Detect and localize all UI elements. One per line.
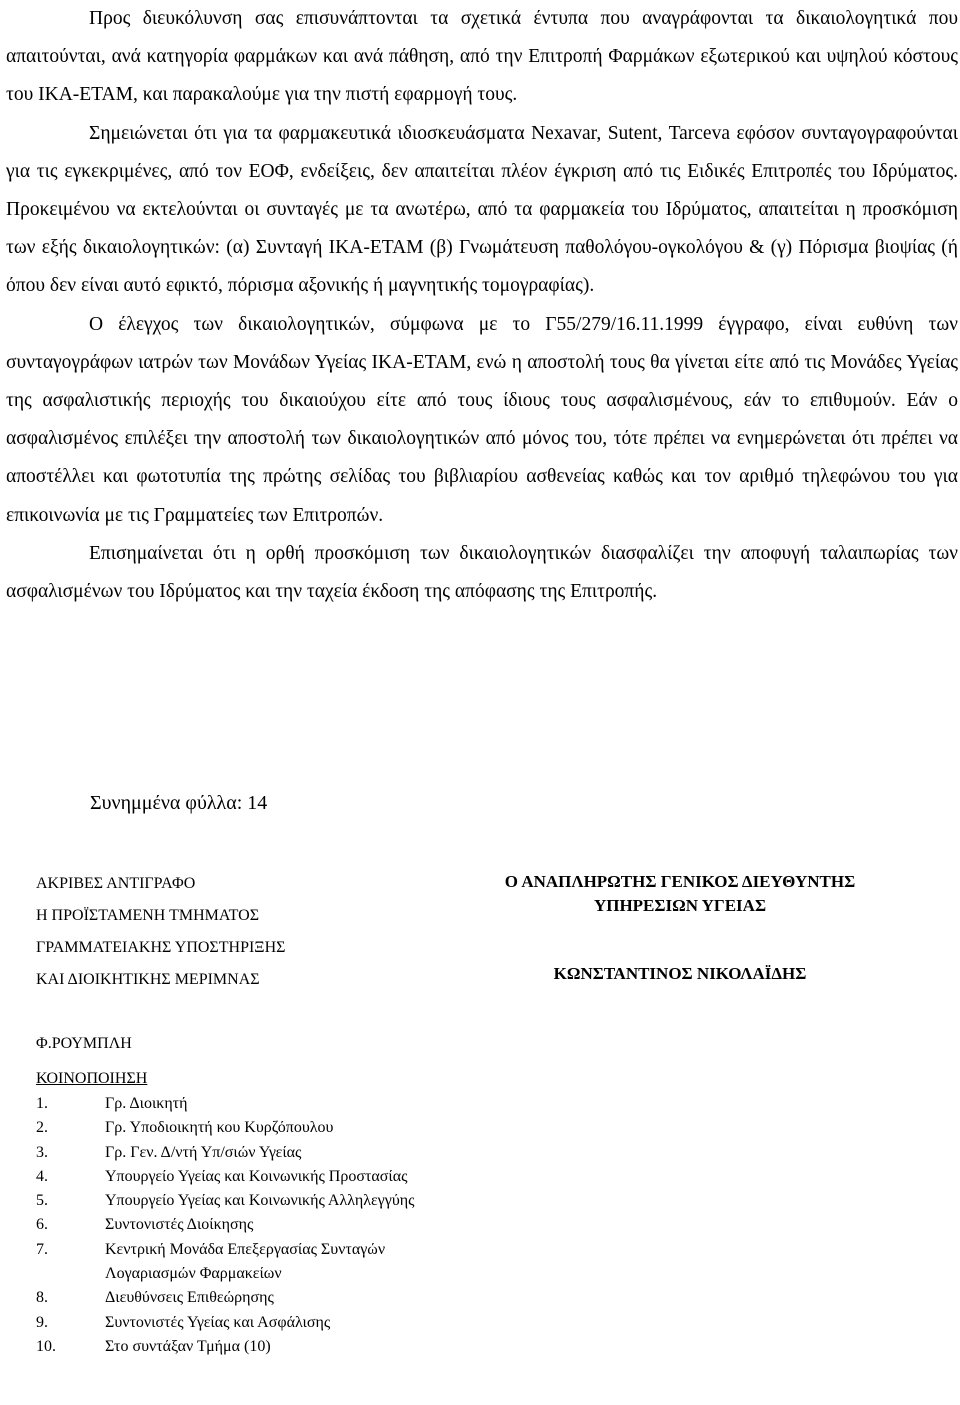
cc-heading: ΚΟΙΝΟΠΟΙΗΣΗ [36,1070,148,1087]
cc-item [36,1116,445,1140]
paragraph-emphasis: Επισημαίνεται ότι η ορθή προσκόμιση των δικαιολογητικών διασφαλίζει την αποφυγή ταλαιπωρίας των ασφαλισμένων του Ιδρύματος και την ταχεία έκδοση της απόφασης της Επιτροπής. [6,542,958,603]
cc-item-text: Συντονιστές Υγείας και Ασφάλισης [105,1313,331,1331]
cc-item-number: 7. [36,1240,48,1258]
cc-item-number: 9. [36,1313,48,1331]
department-name-line-2: ΚΑΙ ΔΙΟΙΚΗΤΙΚΗΣ ΜΕΡΙΜΝΑΣ [36,971,260,988]
cc-list [36,1092,445,1359]
cc-item [36,1092,445,1116]
department-head-line: Η ΠΡΟΪΣΤΑΜΕΝΗ ΤΜΗΜΑΤΟΣ [36,907,259,924]
cc-item-text: Διευθύνσεις Επιθεώρησης [105,1289,274,1307]
author-initials: Φ.ΡΟΥΜΠΛΗ [36,1035,132,1052]
cc-item-text: Υπουργείο Υγείας και Κοινωνικής Προστασίας [105,1167,408,1185]
certified-copy-block [36,868,285,996]
cc-item-text: Στο συντάξαν Τμήμα (10) [105,1337,271,1355]
cc-item [36,1189,445,1213]
attachments-count: Συνημμένα φύλλα: 14 [90,792,268,814]
cc-item-number: 8. [36,1289,48,1307]
cc-item-number: 4. [36,1167,48,1185]
department-name-line: ΓΡΑΜΜΑΤΕΙΑΚΗΣ ΥΠΟΣΤΗΡΙΞΗΣ [36,939,286,956]
paragraph-intro: Προς διευκόλυνση σας επισυνάπτονται τα σχετικά έντυπα που αναγράφονται τα δικαιολογητικά που απαιτούνται, ανά κατηγορία φαρμάκων και ανά πάθηση, από την Επιτροπή Φαρμάκων εξωτερικού και υψηλού κόστους του ΙΚΑ-ΕΤΑΜ, και παρακαλούμε για την πιστή εφαρμογή τους. [6,8,958,106]
signatory-block [430,870,930,986]
cc-item [36,1238,445,1287]
letter-body [6,0,958,611]
cc-item [36,1141,445,1165]
cc-item-text: Γρ. Διοικητή [105,1095,188,1112]
signatory-name: ΚΩΝΣΤΑΝΤΙΝΟΣ ΝΙΚΟΛΑΪΔΗΣ [553,964,807,983]
cc-item-text: Συντονιστές Διοίκησης [105,1216,254,1234]
cc-item [36,1311,445,1335]
cc-item-text: Γρ. Γεν. Δ/ντή Υπ/σιών Υγείας [105,1143,302,1161]
cc-item [36,1286,445,1310]
cc-item-number: 6. [36,1216,48,1234]
cc-item-text: Υπουργείο Υγείας και Κοινωνικής Αλληλεγγύης [105,1192,415,1210]
paragraph-document-check: Ο έλεγχος των δικαιολογητικών, σύμφωνα με το Γ55/279/16.11.1999 έγγραφο, είναι ευθύνη των συνταγογράφων ιατρών των Μονάδων Υγείας ΙΚΑ-ΕΤΑΜ, ενώ η αποστολή τους θα γίνεται είτε από τις Μονάδες Υγείας της ασφαλιστικής περιοχής του δικαιούχου είτε από τους ίδιους τους ασφαλισμένους, εάν το επιθυμούν. Εάν ο ασφαλισμένος επιλέξει την αποστολή των δικαιολογητικών από μόνος του, τότε πρέπει να ενημερώνεται ότι πρέπει να αποστέλλει και φωτοτυπία της πρώτης σελίδας του βιβλιαρίου ασθενείας καθώς και τον αριθμό τηλεφώνου του για επικοινωνία με τις Γραμματείες των Επιτροπών. [6,313,958,526]
cc-item-number: 5. [36,1192,48,1210]
signatory-title: Ο ΑΝΑΠΛΗΡΩΤΗΣ ΓΕΝΙΚΟΣ ΔΙΕΥΘΥΝΤΗΣ [504,872,856,891]
cc-item-text: Κεντρική Μονάδα Επεξεργασίας Συνταγών Λογαριασμών Φαρμακείων [105,1240,386,1283]
cc-item-number: 3. [36,1143,48,1161]
cc-item [36,1165,445,1189]
cc-item-number: 1. [36,1095,48,1112]
cc-item [36,1213,445,1237]
paragraph-medicines-note: Σημειώνεται ότι για τα φαρμακευτικά ιδιοσκευάσματα Nexavar, Sutent, Tarceva εφόσον συνταγογραφούνται για τις εγκεκριμένες, από τον ΕΟΦ, ενδείξεις, δεν απαιτείται πλέον έγκριση από τις Ειδικές Επιτροπές του Ιδρύματος. Προκειμένου να εκτελούνται οι συνταγές με τα ανωτέρω, από τα φαρμακεία του Ιδρύματος, απαιτείται η προσκόμιση των εξής δικαιολογητικών: (α) Συνταγή ΙΚΑ-ΕΤΑΜ (β) Γνωμάτευση παθολόγου-ογκολόγου & (γ) Πόρισμα βιοψίας (ή όπου δεν είναι αυτό εφικτό, πόρισμα αξονικής ή μαγνητικής τομογραφίας). [6,122,958,297]
cc-item [36,1335,445,1359]
certified-copy-line: ΑΚΡΙΒΕΣ ΑΝΤΙΓΡΑΦΟ [36,875,196,892]
cc-item-text: Γρ. Υποδιοικητή κου Κυρζόπουλου [105,1119,334,1137]
cc-item-number: 2. [36,1119,48,1137]
cc-item-number: 10. [36,1337,56,1355]
signatory-title-2: ΥΠΗΡΕΣΙΩΝ ΥΓΕΙΑΣ [593,896,767,915]
